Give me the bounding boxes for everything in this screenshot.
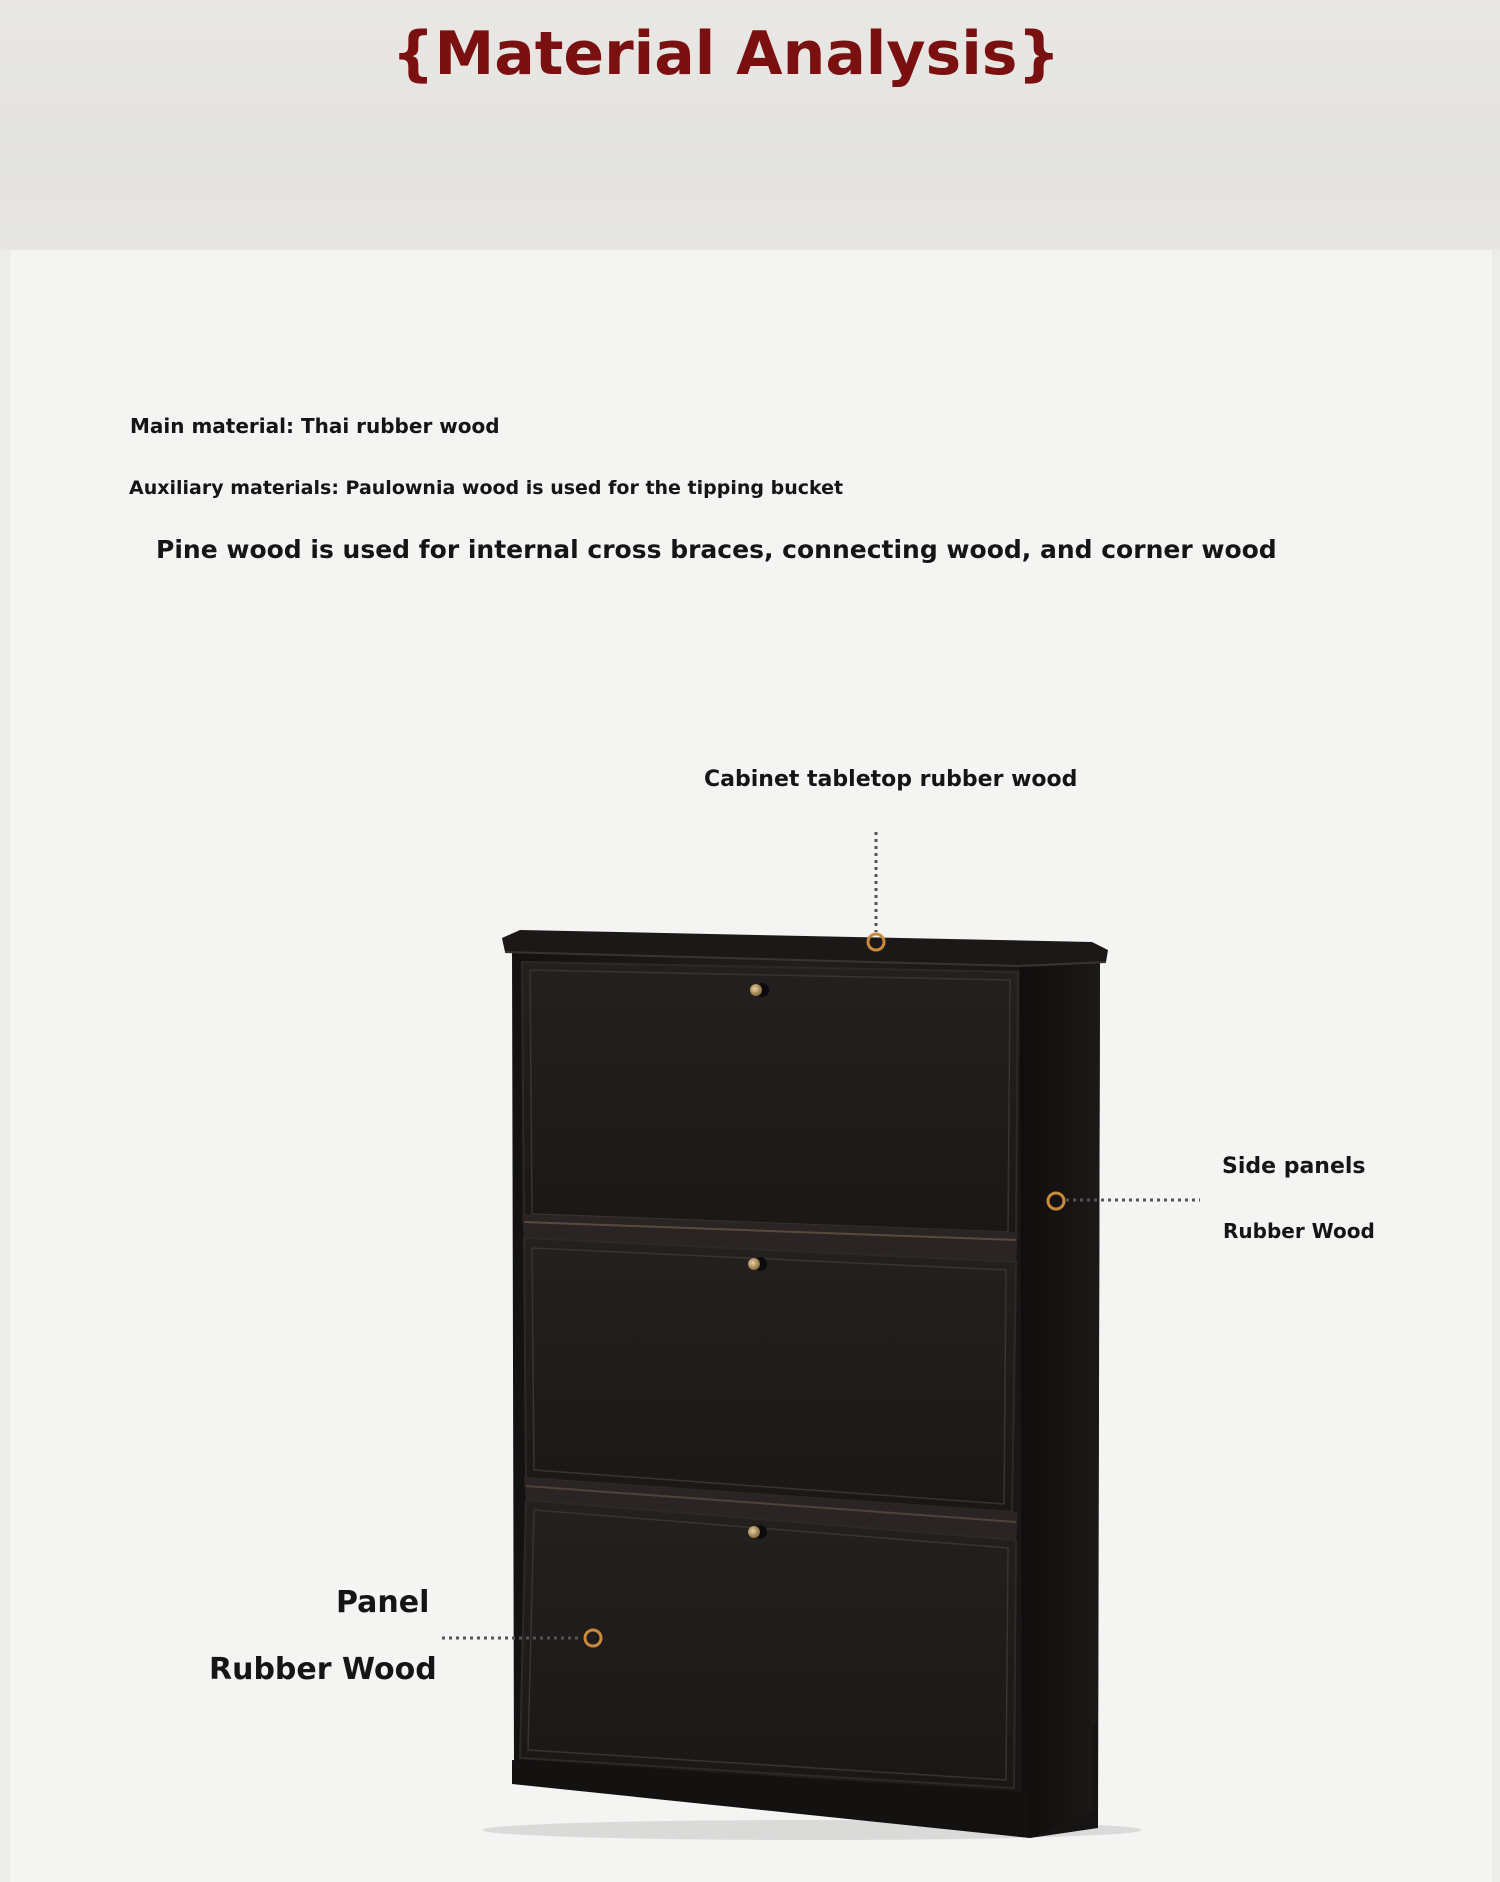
cabinet-side-panel bbox=[1020, 960, 1100, 1838]
pine-wood-text: Pine wood is used for internal cross braces, connecting wood, and corner wood bbox=[156, 535, 1277, 564]
side-panels-title: Side panels bbox=[1222, 1154, 1366, 1179]
panel-material: Rubber Wood bbox=[209, 1652, 437, 1687]
main-material-text: Main material: Thai rubber wood bbox=[130, 414, 500, 438]
tabletop-label: Cabinet tabletop rubber wood bbox=[704, 767, 1078, 792]
knob-2 bbox=[748, 1257, 767, 1271]
knob-3 bbox=[748, 1525, 767, 1539]
drawer-1 bbox=[522, 962, 1018, 1240]
side-panels-material: Rubber Wood bbox=[1223, 1219, 1375, 1243]
panel-title: Panel bbox=[336, 1585, 430, 1620]
auxiliary-materials-text: Auxiliary materials: Paulownia wood is used for the tipping bucket bbox=[129, 477, 844, 499]
page-title: {Material Analysis} bbox=[391, 19, 1061, 89]
knob-1 bbox=[750, 983, 769, 997]
drawer-2 bbox=[524, 1238, 1016, 1512]
